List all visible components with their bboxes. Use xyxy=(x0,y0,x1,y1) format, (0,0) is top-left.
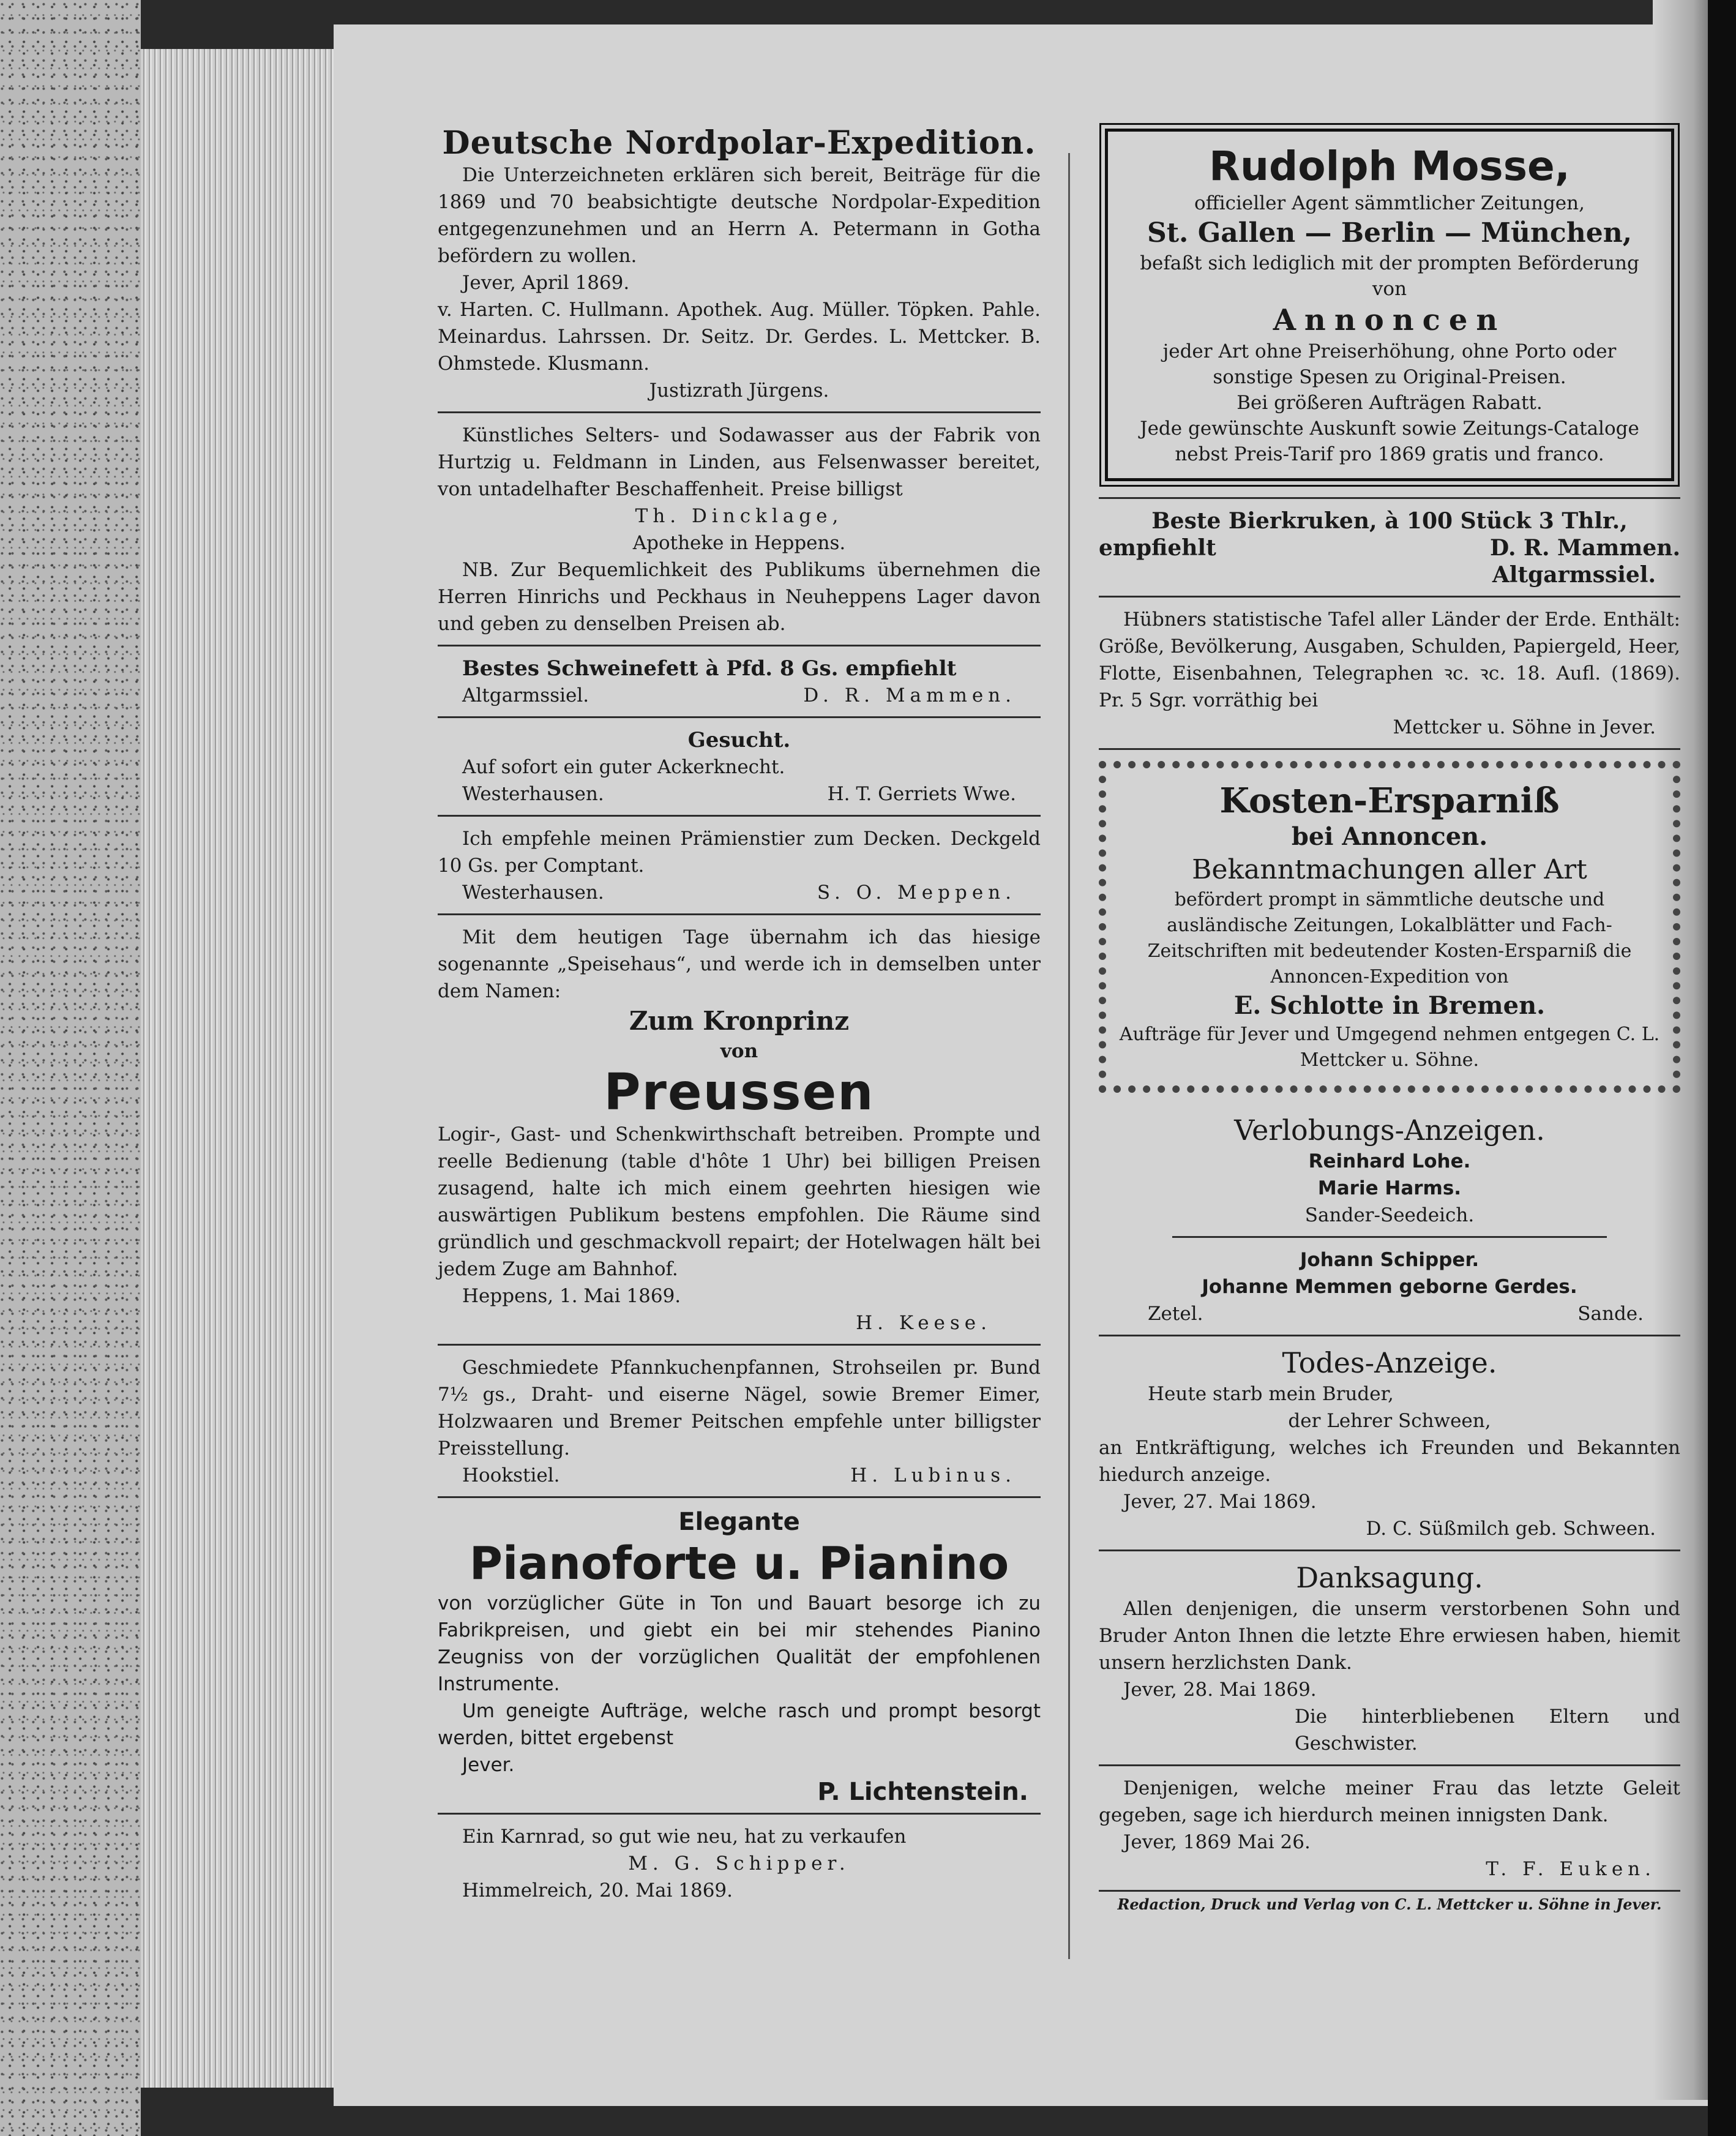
ad-dank xyxy=(1099,1551,1680,1764)
ad-todes xyxy=(1099,1336,1680,1550)
ad-date: Jever, 27. Mai 1869. xyxy=(1123,1491,1317,1513)
ad-dank-2 xyxy=(1099,1766,1680,1890)
ad-cities: St. Gallen — Berlin — München, xyxy=(1147,217,1633,249)
ad-title: Gesucht. xyxy=(687,728,791,752)
ad-place: Altgarmssiel. xyxy=(1492,562,1656,588)
ad-sub: bei Annoncen. xyxy=(1291,822,1488,851)
ad-sub: Bekanntmachungen aller Art xyxy=(1192,854,1587,885)
ad-title: Verlobungs-Anzeigen. xyxy=(1234,1114,1545,1147)
ad-body: Hübners statistische Tafel aller Länder der Erde. Enthält: Größe, Bevölkerung, Ausgaben, Schulden, Papiergeld, Heer, Flotte, Eisenbahnen, Telegraphen ꝛc. ꝛc. 18. Aufl. (1869). Pr. 5 Sgr. vorräthig bei xyxy=(1099,609,1680,711)
ad-name: Reinhard Lohe. xyxy=(1308,1150,1471,1172)
ad-date: Jever, April 1869. xyxy=(462,272,630,294)
ad-line: Bei größeren Aufträgen Rabatt. xyxy=(1237,392,1543,414)
ad-body: Geschmiedete Pfannkuchenpfannen, Strohseilen pr. Bund 7½ gs., Draht- und eiserne Nägel, sowie Bremer Eimer, Holzwaaren und Bremer Peitschen empfehle unter billigster Preisstellung. xyxy=(438,1357,1041,1460)
left-column xyxy=(438,116,1041,1911)
ad-schweinefett xyxy=(438,646,1041,716)
ad-title: Deutsche Nordpolar-Expedition. xyxy=(442,124,1036,162)
ad-signer: D. R. Mammen. xyxy=(1490,535,1680,561)
ad-signer: T. F. Euken. xyxy=(1486,1858,1656,1880)
ad-body: Ein Karnrad, so gut wie neu, hat zu verkaufen xyxy=(462,1826,907,1848)
ad-gesucht xyxy=(438,718,1041,815)
ad-body: Auf sofort ein guter Ackerknecht. xyxy=(462,756,785,778)
ad-signer: H. Keese. xyxy=(856,1312,992,1334)
ad-body: Bestes Schweinefett à Pfd. 8 Gs. empfiehlt xyxy=(462,656,957,681)
ad-names: v. Harten. C. Hullmann. Apothek. Aug. Müller. Töpken. Pahle. Meinardus. Lahrssen. Dr. Seitz. Dr. Gerdes. L. Mettcker. B. Ohmstede. Klusmann. xyxy=(438,299,1041,375)
ad-body: an Entkräftigung, welches ich Freunden und Bekannten hiedurch anzeige. xyxy=(1099,1437,1680,1486)
background-right xyxy=(1708,0,1736,2136)
ad-place: Sander-Seedeich. xyxy=(1304,1204,1475,1226)
ad-intro: Mit dem heutigen Tage übernahm ich das hiesige sogenannte „Speisehaus“, und werde ich in demselben unter dem Namen: xyxy=(438,926,1041,1002)
ad-firm: E. Schlotte in Bremen. xyxy=(1233,991,1546,1020)
ad-line: Heute starb mein Bruder, xyxy=(1148,1383,1394,1405)
imprint: Redaction, Druck und Verlag von C. L. Mettcker u. Söhne in Jever. xyxy=(1117,1895,1662,1913)
ad-name-line3: Preussen xyxy=(604,1063,875,1122)
ad-signer: D. R. Mammen. xyxy=(803,684,1016,706)
ad-signer: H. T. Gerriets Wwe. xyxy=(827,783,1016,805)
ad-signer: Die hinterbliebenen Eltern und Geschwister. xyxy=(1295,1706,1680,1755)
ad-signer: Mettcker u. Söhne in Jever. xyxy=(1393,716,1656,738)
ad-body-2: Aufträge für Jever und Umgegend nehmen entgegen C. L. Mettcker u. Söhne. xyxy=(1119,1024,1660,1071)
ad-line: Beste Bierkruken, à 100 Stück 3 Thlr., xyxy=(1151,508,1628,534)
ad-stier xyxy=(438,817,1041,913)
column-divider xyxy=(1068,153,1070,1959)
ad-selters xyxy=(438,413,1041,645)
ad-kosten xyxy=(1099,761,1680,1093)
ad-name: Johann Schipper. xyxy=(1300,1249,1480,1271)
ad-body: befördert prompt in sämmtliche deutsche und ausländische Zeitungen, Lokalblätter und Fach-Zeitschriften mit bedeutender Kosten-Ersparniß die Annoncen-Expedition von xyxy=(1147,889,1632,987)
ad-signer-role: Apotheke in Heppens. xyxy=(632,532,846,554)
ad-date: Jever, 1869 Mai 26. xyxy=(1123,1831,1311,1853)
ad-body: Ich empfehle meinen Prämienstier zum Decken. Deckgeld 10 Gs. per Comptant. xyxy=(438,828,1041,877)
ad-date: Jever, 28. Mai 1869. xyxy=(1123,1679,1317,1701)
separator xyxy=(1099,748,1680,750)
page-stack-edges xyxy=(141,49,343,2088)
ad-signer: Th. Dincklage, xyxy=(635,505,844,527)
ad-place: Hookstiel. xyxy=(462,1464,560,1486)
ad-name-line1: Zum Kronprinz xyxy=(629,1006,850,1036)
ad-line: befaßt sich lediglich mit der prompten Beförderung von xyxy=(1140,252,1639,300)
ad-signer: M. G. Schipper. xyxy=(628,1853,850,1875)
ad-line: officieller Agent sämmtlicher Zeitungen, xyxy=(1194,192,1585,214)
ad-place: Altgarmssiel. xyxy=(462,684,589,706)
book-cover-edge xyxy=(0,0,141,2136)
ad-title: Danksagung. xyxy=(1296,1561,1483,1594)
right-column xyxy=(1099,116,1680,1913)
ad-names-last: Justizrath Jürgens. xyxy=(649,380,829,402)
ad-note: NB. Zur Bequemlichkeit des Publikums übernehmen die Herren Hinrichs und Peckhaus in Neuheppens Lager davon und geben zu denselben Preisen ab. xyxy=(438,559,1041,635)
ad-body: von vorzüglicher Güte in Ton und Bauart besorge ich zu Fabrikpreisen, und giebt ein bei mir stehendes Pianino Zeugniss von der vorzüglichen Qualität der empfohlenen Instrumente. xyxy=(438,1592,1041,1695)
ad-title: Todes-Anzeige. xyxy=(1282,1346,1497,1379)
ad-verlobung-2 xyxy=(1099,1238,1680,1335)
ad-body: Allen denjenigen, die unserm verstorbenen Sohn und Bruder Anton Ihnen die letzte Ehre erwiesen haben, hiemit unsern herzlichsten Dank. xyxy=(1099,1598,1680,1674)
ad-signer: H. Lubinus. xyxy=(850,1464,1016,1486)
ad-body: Denjenigen, welche meiner Frau das letzte Geleit gegeben, sage ich hierdurch meinen innigsten Dank. xyxy=(1099,1777,1680,1826)
ad-head-large: Pianoforte u. Pianino xyxy=(469,1537,1009,1590)
ad-bierkruken xyxy=(1099,499,1680,596)
ad-pianino xyxy=(438,1498,1041,1813)
ad-name: Johanne Memmen geborne Gerdes. xyxy=(1202,1276,1577,1298)
ad-place: Westerhausen. xyxy=(462,882,604,904)
ad-huebner xyxy=(1099,598,1680,748)
ad-title: Kosten-Ersparniß xyxy=(1219,781,1560,821)
ad-signer: S. O. Meppen. xyxy=(817,882,1016,904)
ad-place: Jever. xyxy=(462,1754,515,1776)
ad-name: Marie Harms. xyxy=(1317,1177,1462,1199)
ad-place: Sande. xyxy=(1577,1303,1644,1325)
ad-line: der Lehrer Schween, xyxy=(1288,1410,1491,1432)
ad-date: Heppens, 1. Mai 1869. xyxy=(462,1285,681,1307)
ad-verlobung xyxy=(1099,1104,1680,1236)
ad-signer: P. Lichtenstein. xyxy=(817,1778,1028,1806)
ad-signer: D. C. Süßmilch geb. Schween. xyxy=(1366,1518,1656,1540)
ad-speisehaus xyxy=(438,915,1041,1344)
ad-mosse xyxy=(1105,129,1674,481)
ad-body: Die Unterzeichneten erklären sich bereit, Beiträge für die 1869 und 70 beabsichtigte deutsche Nordpolar-Expedition entgegenzunehmen und an Herrn A. Petermann in Gotha befördern zu wollen. xyxy=(438,164,1041,267)
ad-karnrad xyxy=(438,1815,1041,1911)
ad-body-2: Um geneigte Aufträge, welche rasch und prompt besorgt werden, bittet ergebenst xyxy=(438,1700,1041,1749)
ad-date: Himmelreich, 20. Mai 1869. xyxy=(462,1879,733,1902)
ad-head-small: Elegante xyxy=(678,1508,800,1536)
ad-name-line2: von xyxy=(720,1040,758,1062)
ad-annoncen: Annoncen xyxy=(1273,303,1506,337)
ad-line: empfiehlt xyxy=(1099,535,1216,561)
ad-pfannkuchen xyxy=(438,1346,1041,1496)
ad-line: Jede gewünschte Auskunft sowie Zeitungs-Cataloge nebst Preis-Tarif pro 1869 gratis und franco. xyxy=(1140,418,1639,465)
ad-place: Westerhausen. xyxy=(462,783,604,805)
ad-title: Rudolph Mosse, xyxy=(1209,143,1570,190)
ad-place: Zetel. xyxy=(1148,1303,1203,1325)
ad-body: Logir-, Gast- und Schenkwirthschaft betreiben. Prompte und reelle Bedienung (table d'hôte 1 Uhr) bei billigen Preisen zusagend, halte ich mich einem geehrten hiesigen wie auswärtigen Publikum bestens empfohlen. Die Räume sind gründlich und geschmackvoll repairt; der Hotelwagen hält bei jedem Zuge am Bahnhof. xyxy=(438,1123,1041,1280)
ad-nordpolar xyxy=(438,116,1041,411)
ad-line: jeder Art ohne Preiserhöhung, ohne Porto oder sonstige Spesen zu Original-Preisen. xyxy=(1162,340,1617,388)
ad-body: Künstliches Selters- und Sodawasser aus der Fabrik von Hurtzig u. Feldmann in Linden, aus Felsenwasser bereitet, von untadelhafter Beschaffenheit. Preise billigst xyxy=(438,424,1041,500)
